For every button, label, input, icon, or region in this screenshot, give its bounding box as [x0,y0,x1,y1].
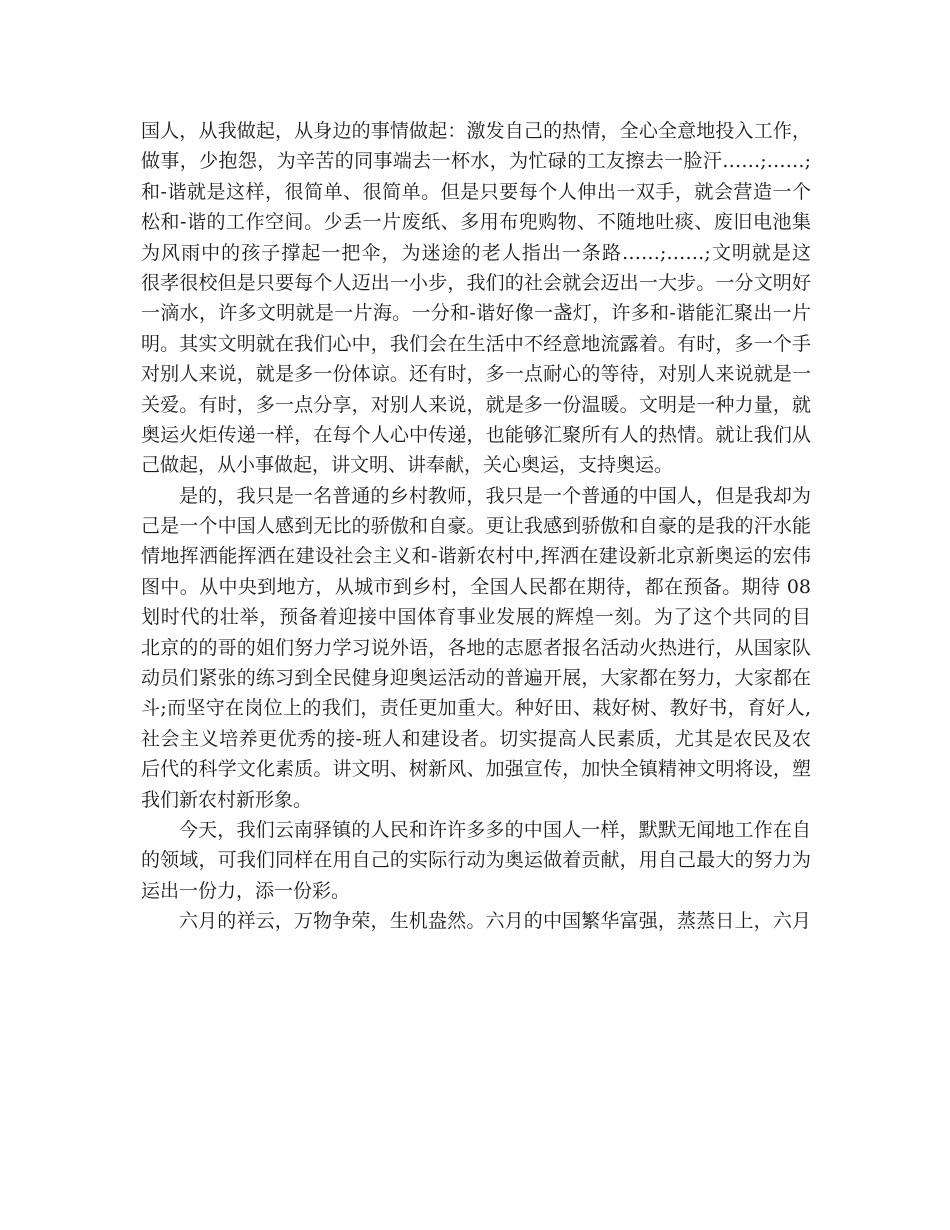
text-line: 己是一个中国人感到无比的骄傲和自豪。更让我感到骄傲和自豪的是我的汗水能 [141,515,811,538]
text-line: 北京的的哥的姐们努力学习说外语，各地的志愿者报名活动火热进行，从国家队 [141,636,811,659]
text-line: 是的，我只是一名普通的乡村教师，我只是一个普通的中国人，但是我却为 [179,484,811,507]
text-line: 斗;而坚守在岗位上的我们，责任更加重大。种好田、栽好树、教好书，育好人, [141,697,811,720]
text-line: 我们新农村新形象。 [141,788,313,811]
text-line: 六月的祥云，万物争荣，生机盎然。六月的中国繁华富强，蒸蒸日上，六月 [179,910,811,933]
text-line: 今天，我们云南驿镇的人民和许许多多的中国人一样，默默无闻地工作在自 [179,818,811,841]
text-line: 后代的科学文化素质。讲文明、树新风、加强宣传，加快全镇精神文明将设，塑 [141,758,811,781]
text-line: 很孝很校但是只要每个人迈出一小步，我们的社会就会迈出一大步。一分文明好 [141,271,811,294]
text-line: 奥运火炬传递一样，在每个人心中传递，也能够汇聚所有人的热情。就让我们从 [141,423,811,446]
text-line: 做事，少抱怨，为辛苦的同事端去一杯水，为忙碌的工友擦去一脸汗……;……; [141,150,811,173]
text-line: 动员们紧张的练习到全民健身迎奥运活动的普遍开展，大家都在努力，大家都在 [141,667,811,690]
body-text [141,116,811,937]
text-line: 的领域，可我们同样在用自己的实际行动为奥运做着贡献，用自己最大的努力为 [141,849,811,872]
text-line: 和-谐就是这样，很简单、很简单。但是只要每个人伸出一双手，就会营造一个 [141,180,811,203]
text-line: 划时代的壮举，预备着迎接中国体育事业发展的辉煌一刻。为了这个共同的目 [141,606,811,629]
text-line: 为风雨中的孩子撑起一把伞，为迷途的老人指出一条路……;……;文明就是这 [141,241,811,264]
text-line: 图中。从中央到地方，从城市到乡村，全国人民都在期待，都在预备。期待 08 [141,575,811,598]
text-line: 对别人来说，就是多一份体谅。还有时，多一点耐心的等待，对别人来说就是一 [141,363,811,386]
text-line: 社会主义培养更优秀的接-班人和建设者。切实提高人民素质，尤其是农民及农 [141,727,811,750]
text-line: 松和-谐的工作空间。少丢一片废纸、多用布兜购物、不随地吐痰、废旧电池集 [141,211,811,234]
text-line: 己做起，从小事做起，讲文明、讲奉献，关心奥运，支持奥运。 [141,454,674,477]
text-line: 国人，从我做起，从身边的事情做起：激发自己的热情，全心全意地投入工作， [141,120,811,142]
text-line: 关爱。有时，多一点分享，对别人来说，就是多一份温暖。文明是一种力量，就 [141,393,811,416]
text-line: 情地挥洒能挥洒在建设社会主义和-谐新农村中,挥洒在建设新北京新奥运的宏伟 [141,545,811,568]
text-line: 运出一份力，添一份彩。 [141,879,351,902]
text-line: 明。其实文明就在我们心中，我们会在生活中不经意地流露着。有时，多一个手 [141,332,811,355]
text-line: 一滴水，许多文明就是一片海。一分和-谐好像一盏灯，许多和-谐能汇聚出一片 [141,302,811,325]
